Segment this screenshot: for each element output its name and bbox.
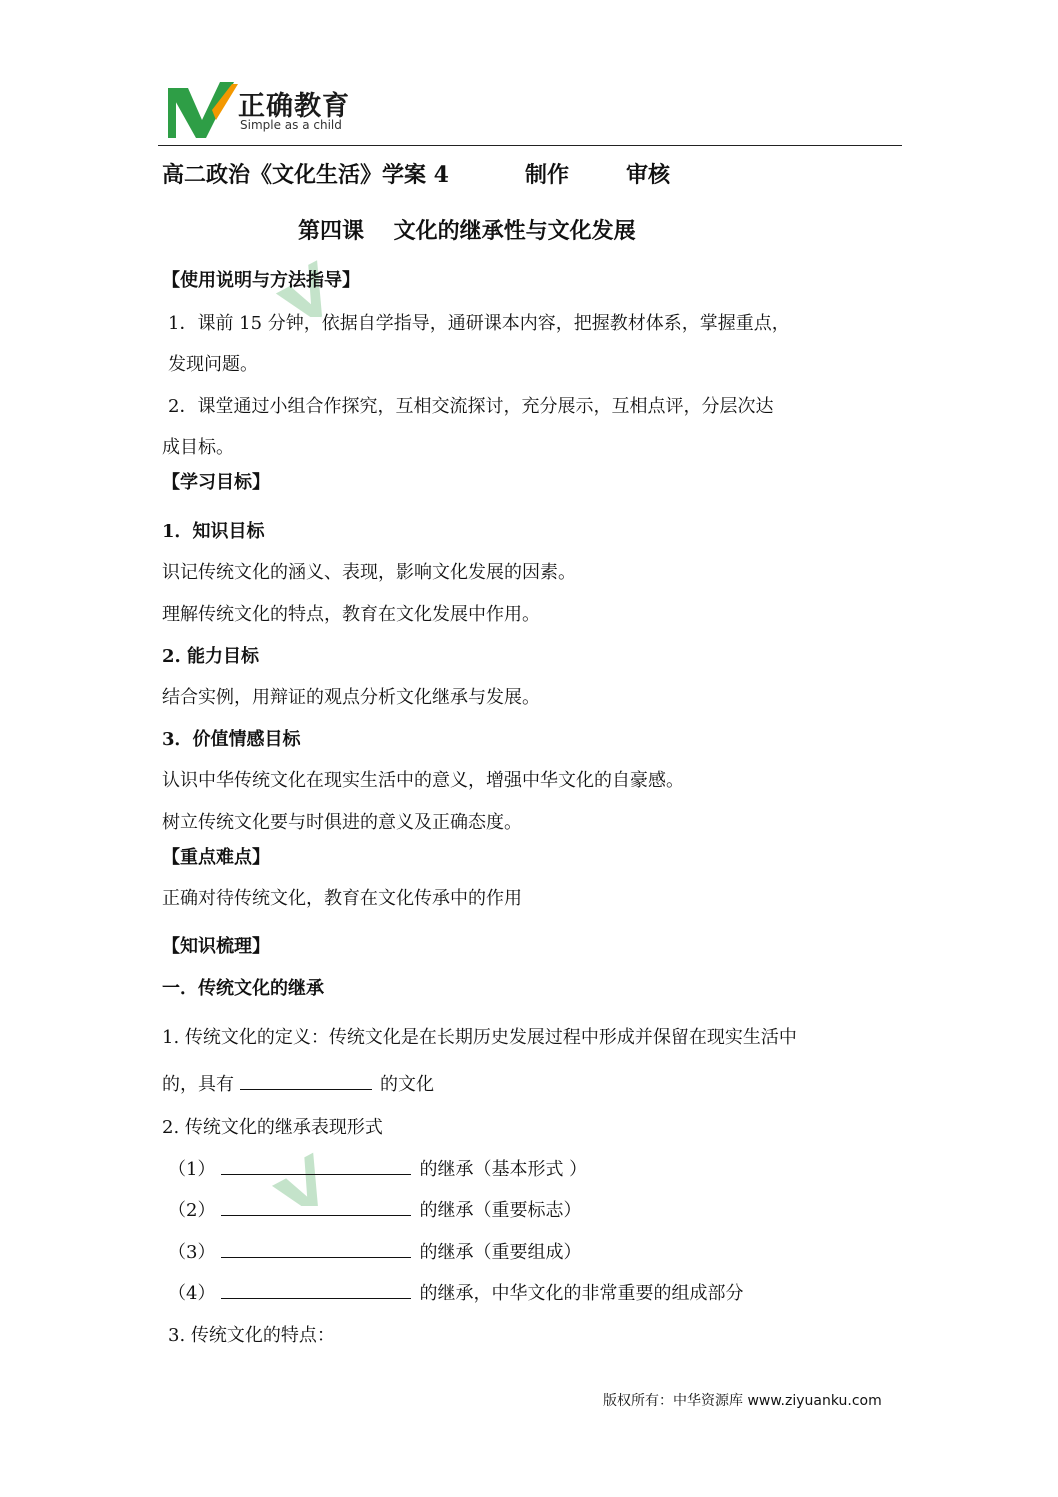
fill-blank[interactable] [221, 1197, 411, 1216]
value-goal-2: 树立传统文化要与时俱进的意义及正确态度。 [162, 812, 522, 833]
doc-title: 高二政治《文化生活》学案 4 [162, 162, 449, 188]
form-suffix: 的继承（重要标志） [419, 1200, 582, 1221]
features-heading: 3. 传统文化的特点： [168, 1325, 335, 1346]
usage-item-1-line-1: 1．课前 15 分钟，依据自学指导，通研课本内容，把握教材体系，掌握重点， [168, 313, 790, 334]
form-number: （2） [168, 1200, 216, 1221]
definition-suffix: 的文化 [380, 1074, 434, 1095]
knowledge-heading: 【知识梳理】 [162, 936, 270, 957]
reviewer-label: 审核 [626, 162, 671, 188]
ability-goal-1: 结合实例，用辩证的观点分析文化继承与发展。 [162, 687, 540, 708]
knowledge-goal-1: 识记传统文化的涵义、表现，影响文化发展的因素。 [162, 562, 576, 583]
header-rule [158, 145, 902, 146]
list-item [168, 1238, 581, 1264]
form-suffix: 的继承（重要组成） [419, 1242, 582, 1263]
goals-heading: 【学习目标】 [162, 472, 270, 493]
usage-item-2-line-1: 2．课堂通过小组合作探究，互相交流探讨，充分展示，互相点评，分层次达 [168, 396, 774, 417]
list-item [168, 1196, 581, 1222]
maker-label: 制作 [525, 162, 570, 188]
logo-title: 正确教育 [238, 91, 350, 122]
usage-item-2-line-2: 成目标。 [162, 437, 234, 458]
fill-blank[interactable] [240, 1071, 372, 1090]
fill-blank[interactable] [221, 1156, 411, 1175]
key-points-heading: 【重点难点】 [162, 847, 270, 868]
logo-subtitle: Simple as a child [240, 118, 342, 132]
fill-blank[interactable] [221, 1280, 411, 1299]
form-suffix: 的继承（基本形式 ） [419, 1159, 588, 1180]
form-number: （3） [168, 1242, 216, 1263]
ability-goal-heading: 2. 能力目标 [162, 646, 260, 667]
value-goal-heading: 3．价值情感目标 [162, 729, 301, 750]
forms-heading: 2. 传统文化的继承表现形式 [162, 1117, 383, 1138]
lesson-title: 第四课 文化的继承性与文化发展 [298, 218, 636, 244]
definition-line-1: 1. 传统文化的定义：传统文化是在长期历史发展过程中形成并保留在现实生活中 [162, 1027, 797, 1048]
definition-prefix: 的，具有 [162, 1074, 234, 1095]
form-number: （1） [168, 1159, 216, 1180]
value-goal-1: 认识中华传统文化在现实生活中的意义，增强中华文化的自豪感。 [162, 770, 684, 791]
form-number: （4） [168, 1283, 216, 1304]
form-suffix: 的继承，中华文化的非常重要的组成部分 [419, 1283, 744, 1304]
section-1-title: 一．传统文化的继承 [162, 978, 324, 999]
list-item [168, 1155, 587, 1181]
knowledge-goal-heading: 1．知识目标 [162, 521, 265, 542]
definition-line-2 [162, 1070, 434, 1096]
fill-blank[interactable] [221, 1239, 411, 1258]
usage-item-1-line-2: 发现问题。 [168, 354, 258, 375]
list-item [168, 1279, 743, 1305]
key-points-text: 正确对待传统文化，教育在文化传承中的作用 [162, 888, 522, 909]
usage-heading: 【使用说明与方法指导】 [162, 270, 360, 291]
knowledge-goal-2: 理解传统文化的特点，教育在文化发展中作用。 [162, 604, 540, 625]
footer-copyright: 版权所有：中华资源库 www.ziyuanku.com [603, 1393, 882, 1409]
